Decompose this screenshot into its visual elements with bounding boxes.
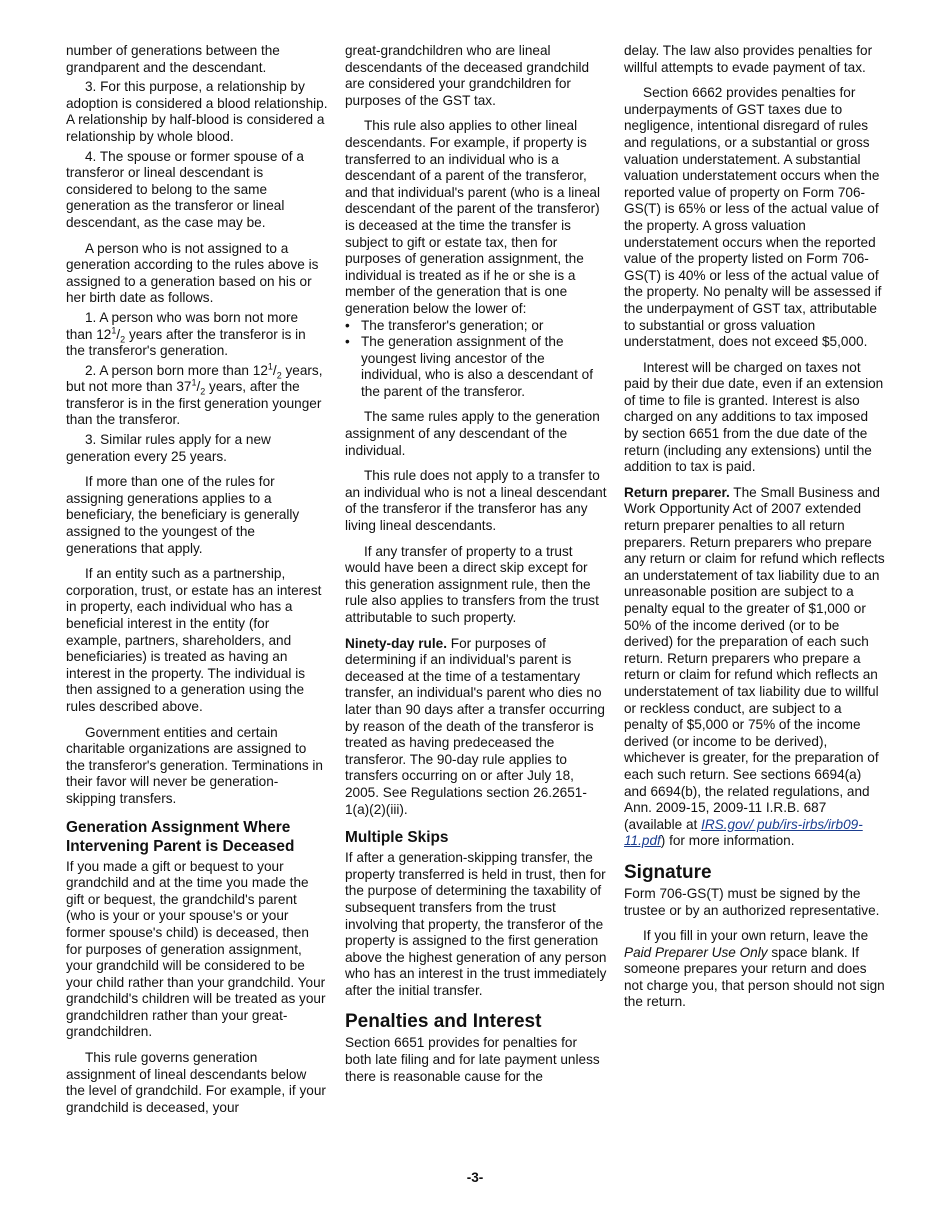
paragraph: Form 706-GS(T) must be signed by the trustee or by an authorized representative. (624, 885, 880, 918)
section-heading: Generation Assignment Where Intervening Parent is Deceased (66, 818, 295, 855)
section-heading: Penalties and Interest (345, 1011, 542, 1033)
list-item: • The generation assignment of the youngest living ancestor of the individual, who is also a descendant of the parent of the transferor. (345, 334, 593, 399)
section-heading: Multiple Skips (345, 829, 449, 847)
paragraph: Interest will be charged on taxes not paid by their due date, even if an extension of time to file is granted. Interest is also charged on any additions to tax imposed by section 6651 from the due date of the return (including any extensions) until the addition to tax is paid. (624, 359, 884, 475)
paragraph: If you fill in your own return, leave the Paid Preparer Use Only space blank. If someone prepares your return and does not charge you, that person should not sign the return. (624, 928, 885, 1010)
paragraph: number of generations between the grandparent and the descendant. (66, 43, 280, 75)
paragraph: If any transfer of property to a trust would have been a direct skip except for this generation assignment rule, then the rule also applies to transfers from the trust attributable to such property. (345, 543, 599, 625)
paragraph: great-grandchildren who are lineal descendants of the deceased grandchild are considered your grandchildren for purposes of the GST tax. (345, 43, 590, 108)
paragraph: If you made a gift or bequest to your grandchild and at the time you made the gift or bequest, the grandchild's parent (who is your or your spouse's or your former spouse's child) is deceased, then for purposes of generation assignment, your grandchild will be considered to be your child rather than your grandchild. Your grandchild's children will be treated as your grandchildren rather than your great-grandchildren. (66, 858, 326, 1040)
paragraph: 2. A person born more than $12^1/_2$ years, but not more than $37^1/_2$ years, after the transferor is in the first generation younger than the transferor. (66, 361, 323, 428)
irb-link[interactable]: IRS.gov/ pub/irs-irbs/irb09-11.pdf (624, 816, 863, 849)
paragraph: 3. Similar rules apply for a new generation every 25 years. (66, 432, 271, 464)
bullet-icon: • (345, 334, 350, 350)
paragraph: A person who is not assigned to a generation according to the rules above is assigned to a generation based on his or her birth date as follows. (66, 240, 319, 306)
paragraph: If more than one of the rules for assigning generations applies to a beneficiary, the beneficiary is generally assigned to the youngest of the generations that apply. (66, 474, 300, 556)
paragraph: This rule does not apply to a transfer to an individual who is not a lineal descendant of the transferor if the transferor has any living lineal descendants. (345, 468, 607, 534)
column-2 (345, 43, 607, 1094)
section-heading: Signature (624, 861, 712, 883)
paragraph: Government entities and certain charitable organizations are assigned to the transferor's generation. Terminations in their favor will never be generation-skipping transfers. (66, 724, 323, 806)
paragraph: This rule also applies to other lineal descendants. For example, if property is transferred to an individual who is a descendant of a parent of the transferor, and that individual's parent (who is a lineal descendant of the parent of the transferor) is deceased at the time the transfer is subject to gift or estate tax, then for purposes of generation assignment, the individual is treated as if he or she is a member of the generation that is one generation below the lower of: (345, 118, 600, 316)
column-1 (66, 43, 328, 1125)
paragraph: Section 6651 provides for penalties for both late filing and for late payment unless there is reasonable cause for the (345, 1035, 600, 1084)
column-3 (624, 43, 886, 1020)
paragraph: Return preparer. The Small Business and Work Opportunity Act of 2007 extended return preparer penalties to all return preparers. Return preparers who prepare any return or claim for refund which reflects an understatement of tax liability due to an unreasonable position are subject to a penalty equal to the greater of $1,000 or 50% of the income derived (or to be derived) for the preparation of each such return. Return preparers who prepare a return or claim for refund which reflects an understatement of tax liability due to willful or reckless conduct, are subject to a penalty of $5,000 or 75% of the income derived (or income to be derived), whichever is greater, for the preparation of each such return. See sections 6694(a) and 6694(b), the related regulations, and Ann. 2009-15, 2009-11 I.R.B. 687 (available at IRS.gov/ pub/irs-irbs/irb09-11.pdf) for more information. (624, 484, 885, 849)
paragraph: If an entity such as a partnership, corporation, trust, or estate has an interest in property, each individual who has a beneficial interest in the entity (for example, partners, shareholders, and beneficiaries) is treated as having an interest in the property. The individual is then assigned to a generation using the rules described above. (66, 566, 322, 714)
list-item: • The transferor's generation; or (345, 317, 544, 333)
bullet-icon: • (345, 317, 350, 333)
paragraph: If after a generation-skipping transfer, the property transferred is held in trust, then for the purpose of determining the taxability of subsequent transfers from the trust involving that property, the transferor of the property is assigned to the first generation above the highest generation of any person who has an interest in the trust immediately after the initial transfer. (345, 850, 607, 998)
paragraph: 1. A person who was born not more than $12^1/_2$ years after the transferor is in the transferor's generation. (66, 309, 306, 359)
paragraph: Ninety-day rule. For purposes of determining if an individual's parent is deceased at the time of a testamentary transfer, an individual's parent who dies no later than 90 days after a transfer occurring by reason of the death of the transferor is treated as having predeceased the transferor. The 90-day rule applies to transfers occurring on or after July 18, 2005. See Regulations section 26.2651-1(a)(2)(iii). (345, 635, 605, 817)
paragraph: Section 6662 provides penalties for underpayments of GST taxes due to negligence, intentional disregard of rules and regulations, or a substantial or gross valuation understatement. A substantial valuation understatement occurs when the reported value of property on Form 706-GS(T) is 65% or less of the actual value of the property. A gross valuation understatement occurs when the reported value of the property listed on Form 706-GS(T) is 40% or less of the actual value of the property. No penalty will be assessed if the underpayment of GST tax, attributable to substantial or gross valuation understatment, does not exceed $5,000. (624, 85, 882, 350)
paragraph: The same rules apply to the generation assignment of any descendant of the individual. (345, 409, 600, 458)
run-in-heading: Return preparer. (624, 484, 730, 500)
page-number: -3- (466, 1170, 484, 1185)
paragraph: 4. The spouse or former spouse of a transferor or lineal descendant is considered to belong to the same generation as the transferor or lineal descendant, as the case may be. (66, 148, 304, 230)
paragraph: delay. The law also provides penalties for willful attempts to evade payment of tax. (624, 43, 873, 75)
run-in-heading: Ninety-day rule. (345, 635, 447, 651)
paragraph: 3. For this purpose, a relationship by adoption is considered a blood relationship. A relationship by half-blood is considered a relationship by whole blood. (66, 79, 328, 144)
paragraph: This rule governs generation assignment of lineal descendants below the level of grandchild. For example, if your grandchild is deceased, your (66, 1050, 326, 1115)
